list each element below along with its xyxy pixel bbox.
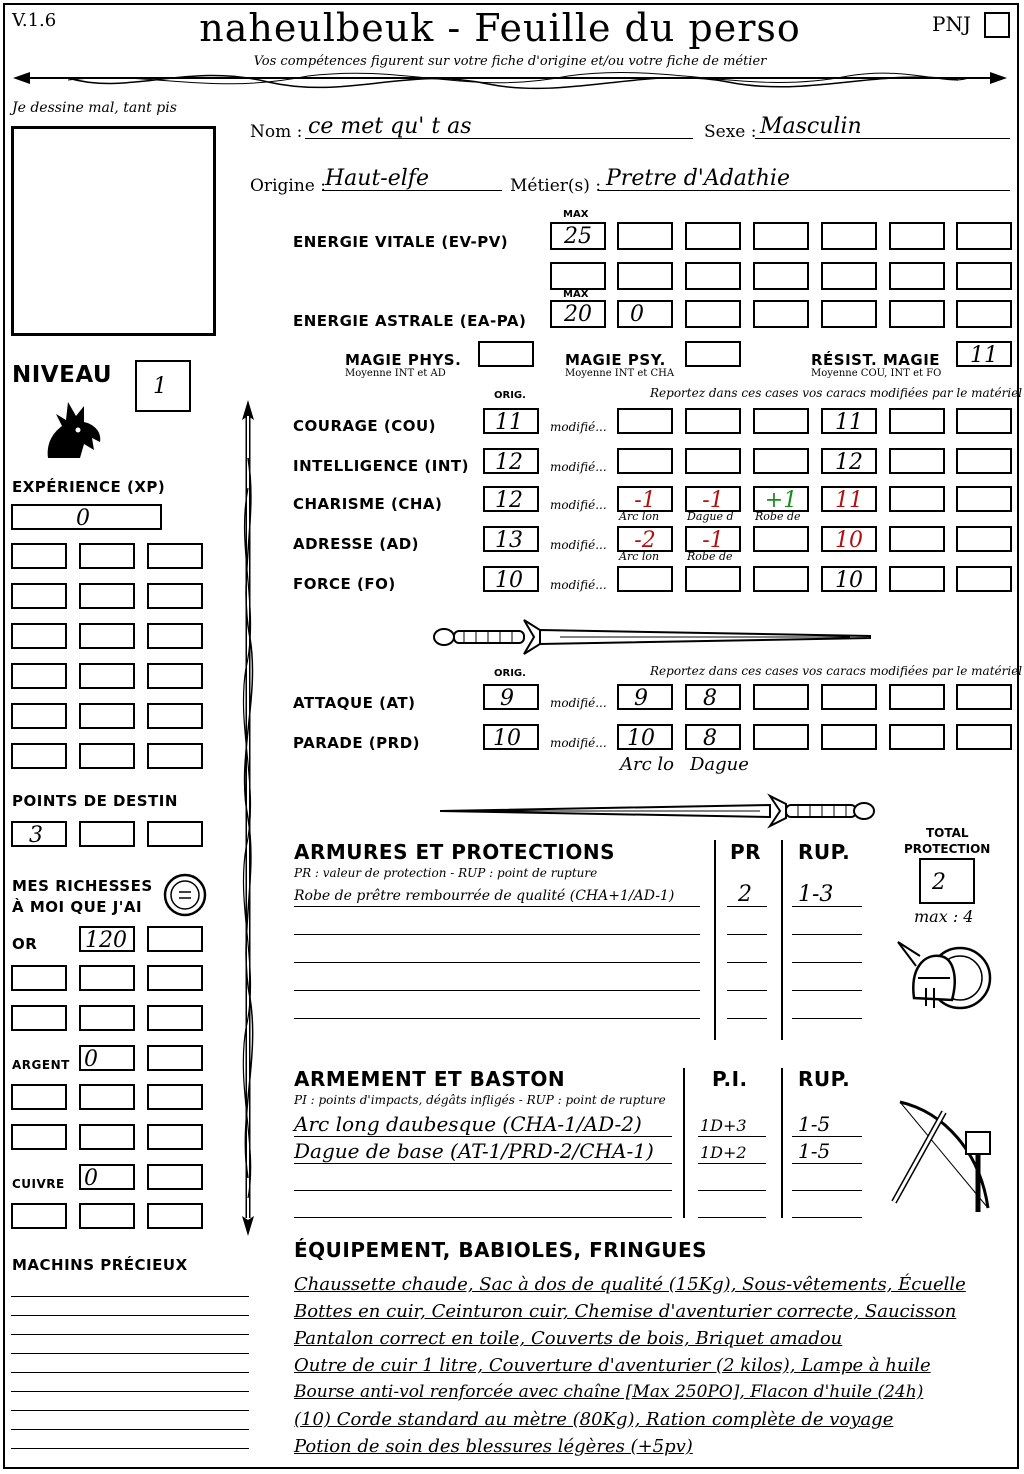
stat-cha-m1-note: Arc lon bbox=[619, 510, 660, 523]
stat-cha-m3-note: Robe de bbox=[755, 510, 801, 523]
metier-label: Métier(s) : bbox=[510, 176, 602, 196]
stat-fo-mod-box[interactable] bbox=[956, 566, 1012, 592]
weapon-line[interactable] bbox=[294, 1163, 672, 1164]
combat-note: Dague bbox=[690, 754, 749, 775]
nom-value[interactable]: ce met qu' t as bbox=[308, 114, 472, 139]
xp-box[interactable] bbox=[79, 743, 135, 769]
total-protection-max: max : 4 bbox=[914, 907, 974, 926]
stat-cha-orig-value: 12 bbox=[495, 488, 523, 513]
combat-prd-mod-box[interactable] bbox=[821, 724, 877, 750]
precious-line[interactable] bbox=[11, 1353, 249, 1354]
magie-phys-label: MAGIE PHYS. bbox=[345, 351, 462, 369]
armor-pr-line[interactable] bbox=[727, 990, 767, 991]
pnj-label: PNJ bbox=[932, 12, 971, 36]
weapon-item-rup: 1-5 bbox=[798, 1139, 831, 1163]
armor-line[interactable] bbox=[294, 962, 700, 963]
machins-precieux-label: MACHINS PRÉCIEUX bbox=[12, 1256, 188, 1274]
money-box[interactable] bbox=[147, 1203, 203, 1229]
armor-line[interactable] bbox=[294, 1018, 700, 1019]
weapons-divider bbox=[683, 1068, 685, 1218]
or-label: OR bbox=[12, 935, 38, 953]
weapon-item-name: Arc long daubesque (CHA-1/AD-2) bbox=[294, 1112, 642, 1136]
combat-prd-mod-box[interactable] bbox=[956, 724, 1012, 750]
equipment-line[interactable]: Pantalon correct en toile, Couverts de bois, Briquet amadou bbox=[294, 1328, 843, 1349]
ea-box[interactable] bbox=[821, 300, 877, 328]
stat-cou-mod-box[interactable] bbox=[617, 408, 673, 434]
xp-label: EXPÉRIENCE (XP) bbox=[12, 478, 166, 496]
pnj-checkbox[interactable] bbox=[984, 12, 1010, 38]
ea-box[interactable] bbox=[889, 300, 945, 328]
stat-cou-label: COURAGE (COU) bbox=[293, 417, 437, 435]
stat-cou-mod-box[interactable] bbox=[956, 408, 1012, 434]
stat-fo-mod-box[interactable] bbox=[685, 566, 741, 592]
ev-box[interactable] bbox=[617, 222, 673, 250]
money-box[interactable] bbox=[79, 1124, 135, 1150]
armor-rup-line[interactable] bbox=[792, 934, 862, 935]
weapon-item-rup: 1-5 bbox=[798, 1112, 831, 1136]
xp-box[interactable] bbox=[147, 623, 203, 649]
total-protection-label: TOTAL bbox=[926, 826, 969, 840]
ea-box[interactable] bbox=[685, 300, 741, 328]
origine-label: Origine : bbox=[250, 176, 326, 196]
sword-icon bbox=[430, 612, 880, 662]
stat-cou-mod-box[interactable] bbox=[889, 408, 945, 434]
stat-ad-final-value: 10 bbox=[835, 528, 863, 553]
stat-cou-final-value: 11 bbox=[835, 410, 863, 435]
combat-at-mod-box[interactable] bbox=[821, 684, 877, 710]
xp-box[interactable] bbox=[79, 663, 135, 689]
niveau-label: NIVEAU bbox=[12, 362, 113, 388]
stat-cou-orig-value: 11 bbox=[495, 410, 523, 435]
precious-line[interactable] bbox=[11, 1315, 249, 1316]
armor-divider bbox=[714, 840, 716, 1040]
equipment-line[interactable]: Chaussette chaude, Sac à dos de qualité (15Kg), Sous-vêtements, Écuelle bbox=[294, 1274, 966, 1295]
precious-line[interactable] bbox=[11, 1296, 249, 1297]
weapon-rup-line[interactable] bbox=[792, 1163, 862, 1164]
stat-int-mod-box[interactable] bbox=[889, 448, 945, 474]
stat-int-final-value: 12 bbox=[835, 450, 863, 475]
armor-rup-line[interactable] bbox=[792, 990, 862, 991]
magie-psy-note: Moyenne INT et CHA bbox=[565, 368, 675, 379]
xp-box[interactable] bbox=[11, 623, 67, 649]
stat-cha-orig-box[interactable] bbox=[483, 486, 539, 512]
stat-fo-mod-box[interactable] bbox=[821, 566, 877, 592]
stat-cou-mod-box[interactable] bbox=[753, 408, 809, 434]
stat-ad-mod-box[interactable] bbox=[821, 526, 877, 552]
dragon-icon bbox=[38, 392, 108, 464]
weapons-pi-label: P.I. bbox=[712, 1067, 748, 1091]
stat-fo-final-value: 10 bbox=[835, 568, 863, 593]
combat-at-mod-box[interactable] bbox=[956, 684, 1012, 710]
magie-phys-note: Moyenne INT et AD bbox=[345, 368, 446, 379]
armor-line[interactable] bbox=[294, 990, 700, 991]
sword-icon bbox=[430, 786, 880, 836]
destin-box[interactable] bbox=[147, 821, 203, 847]
combat-prd-mod-box[interactable] bbox=[685, 724, 741, 750]
xp-box[interactable] bbox=[11, 504, 162, 530]
stat-ad-m1-note: Arc lon bbox=[619, 550, 660, 563]
weapons-rup-label: RUP. bbox=[798, 1067, 851, 1091]
stat-ad-mod-box[interactable] bbox=[956, 526, 1012, 552]
xp-box[interactable] bbox=[147, 743, 203, 769]
weapon-pi-line[interactable] bbox=[698, 1217, 766, 1218]
armor-rup-line[interactable] bbox=[792, 962, 862, 963]
richesses-label-1: MES RICHESSES bbox=[12, 877, 153, 895]
equipment-line[interactable]: Outre de cuir 1 litre, Couverture d'aventurier (2 kilos), Lampe à huile bbox=[294, 1355, 931, 1376]
ev-max-box[interactable] bbox=[550, 222, 606, 250]
ea-max-value: 20 bbox=[564, 302, 592, 327]
xp-value: 0 bbox=[76, 506, 90, 531]
weapons-title: ARMEMENT ET BASTON bbox=[294, 1067, 566, 1091]
ev-label: ENERGIE VITALE (EV-PV) bbox=[293, 233, 509, 251]
armor-divider bbox=[781, 840, 783, 1040]
origine-value[interactable]: Haut-elfe bbox=[325, 166, 429, 191]
stat-fo-label: FORCE (FO) bbox=[293, 575, 396, 593]
spear-icon bbox=[228, 398, 268, 1238]
combat-report-note: Reportez dans ces cases vos caracs modifiées par le matériel bbox=[650, 664, 1023, 678]
cuivre-box[interactable] bbox=[79, 1164, 135, 1190]
equipment-line[interactable]: Bourse anti-vol renforcée avec chaîne [Max 250PO], Flacon d'huile (24h) bbox=[294, 1382, 924, 1402]
xp-box[interactable] bbox=[147, 663, 203, 689]
combat-prd-mod-box[interactable] bbox=[617, 724, 673, 750]
money-box[interactable] bbox=[147, 965, 203, 991]
stat-fo-mod-box[interactable] bbox=[889, 566, 945, 592]
ev-box[interactable] bbox=[821, 222, 877, 250]
stat-fo-mod-box[interactable] bbox=[753, 566, 809, 592]
combat-at-modifie-label: modifié... bbox=[550, 696, 607, 710]
or-box[interactable] bbox=[79, 926, 135, 952]
portrait-caption: Je dessine mal, tant pis bbox=[12, 100, 177, 116]
portrait-box[interactable] bbox=[11, 126, 216, 336]
combat-prd-m2-value: 8 bbox=[703, 726, 717, 751]
argent-box[interactable] bbox=[79, 1045, 135, 1071]
stat-ad-mod-box[interactable] bbox=[617, 526, 673, 552]
weapon-pi-line[interactable] bbox=[698, 1190, 766, 1191]
money-box[interactable] bbox=[147, 1164, 203, 1190]
stat-int-label: INTELLIGENCE (INT) bbox=[293, 457, 469, 475]
weapon-rup-line[interactable] bbox=[792, 1217, 862, 1218]
ev-box[interactable] bbox=[753, 262, 809, 290]
helmet-shield-icon bbox=[890, 928, 1000, 1028]
stat-cha-final-value: 11 bbox=[835, 488, 863, 513]
money-box[interactable] bbox=[11, 1005, 67, 1031]
combat-at-mod-box[interactable] bbox=[753, 684, 809, 710]
sexe-line bbox=[755, 138, 1010, 139]
armor-title: ARMURES ET PROTECTIONS bbox=[294, 840, 615, 864]
stat-ad-mod-box[interactable] bbox=[889, 526, 945, 552]
or-value: 120 bbox=[85, 928, 127, 953]
precious-line[interactable] bbox=[11, 1391, 249, 1392]
precious-line[interactable] bbox=[11, 1334, 249, 1335]
weapons-icon bbox=[884, 1092, 1004, 1218]
ea-current-box[interactable] bbox=[617, 300, 673, 328]
ev-box[interactable] bbox=[753, 222, 809, 250]
precious-line[interactable] bbox=[11, 1410, 249, 1411]
stat-cha-mod-box[interactable] bbox=[685, 486, 741, 512]
combat-at-mod-box[interactable] bbox=[889, 684, 945, 710]
armor-item-pr: 2 bbox=[738, 882, 752, 907]
weapons-divider bbox=[781, 1068, 783, 1218]
stat-int-mod-box[interactable] bbox=[685, 448, 741, 474]
stat-int-mod-box[interactable] bbox=[956, 448, 1012, 474]
combat-prd-label: PARADE (PRD) bbox=[293, 734, 421, 752]
ea-label: ENERGIE ASTRALE (EA-PA) bbox=[293, 312, 527, 330]
magie-psy-box[interactable] bbox=[685, 341, 741, 367]
combat-prd-modifie-label: modifié... bbox=[550, 736, 607, 750]
weapon-line[interactable] bbox=[294, 1136, 672, 1137]
money-box[interactable] bbox=[11, 1084, 67, 1110]
armor-pr-label: PR bbox=[730, 840, 762, 864]
destin-label: POINTS DE DESTIN bbox=[12, 792, 178, 810]
money-box[interactable] bbox=[79, 1203, 135, 1229]
or-box[interactable] bbox=[147, 926, 203, 952]
ev-box[interactable] bbox=[685, 222, 741, 250]
stat-fo-orig-value: 10 bbox=[495, 568, 523, 593]
ev-box[interactable] bbox=[617, 262, 673, 290]
stat-cha-m3-value: +1 bbox=[764, 488, 798, 513]
xp-box[interactable] bbox=[147, 583, 203, 609]
combat-at-mod-box[interactable] bbox=[685, 684, 741, 710]
ea-max-box[interactable] bbox=[550, 300, 606, 328]
stat-ad-orig-box[interactable] bbox=[483, 526, 539, 552]
resist-magie-value: 11 bbox=[970, 343, 998, 368]
stat-ad-mod-box[interactable] bbox=[685, 526, 741, 552]
stat-fo-orig-box[interactable] bbox=[483, 566, 539, 592]
weapon-item-name: Dague de base (AT-1/PRD-2/CHA-1) bbox=[294, 1139, 654, 1163]
money-box[interactable] bbox=[79, 1005, 135, 1031]
page-title: naheulbeuk - Feuille du perso bbox=[199, 6, 801, 50]
combat-at-mod-box[interactable] bbox=[617, 684, 673, 710]
money-box[interactable] bbox=[147, 1005, 203, 1031]
ea-current-value: 0 bbox=[630, 302, 644, 327]
cuivre-value: 0 bbox=[84, 1166, 98, 1191]
stat-cha-modifie-label: modifié... bbox=[550, 498, 607, 512]
stat-cha-mod-box[interactable] bbox=[956, 486, 1012, 512]
stat-fo-modifie-label: modifié... bbox=[550, 578, 607, 592]
weapon-rup-line[interactable] bbox=[792, 1136, 862, 1137]
xp-box[interactable] bbox=[79, 543, 135, 569]
stat-ad-m2-note: Robe de bbox=[687, 550, 733, 563]
niveau-value: 1 bbox=[153, 374, 167, 399]
nom-line bbox=[305, 138, 693, 139]
armor-note: PR : valeur de protection - RUP : point de rupture bbox=[294, 866, 598, 880]
ev-box[interactable] bbox=[821, 262, 877, 290]
stat-cha-label: CHARISME (CHA) bbox=[293, 495, 443, 513]
argent-label: ARGENT bbox=[12, 1058, 70, 1072]
stat-cha-mod-box[interactable] bbox=[889, 486, 945, 512]
stat-fo-mod-box[interactable] bbox=[617, 566, 673, 592]
page-subtitle: Vos compétences figurent sur votre fiche d'origine et/ou votre fiche de métier bbox=[253, 54, 767, 69]
stat-ad-m1-value: -2 bbox=[634, 528, 656, 553]
xp-box[interactable] bbox=[11, 743, 67, 769]
version-label: V.1.6 bbox=[12, 10, 57, 31]
stat-cou-modifie-label: modifié... bbox=[550, 420, 607, 434]
ev-box[interactable] bbox=[685, 262, 741, 290]
equipment-line[interactable]: Bottes en cuir, Ceinturon cuir, Chemise d'aventurier correcte, Saucisson bbox=[294, 1301, 957, 1322]
destin-value: 3 bbox=[29, 823, 43, 848]
stat-int-mod-box[interactable] bbox=[821, 448, 877, 474]
combat-prd-mod-box[interactable] bbox=[889, 724, 945, 750]
combat-at-m2-value: 8 bbox=[703, 686, 717, 711]
weapon-pi-line[interactable] bbox=[698, 1163, 766, 1164]
sexe-value[interactable]: Masculin bbox=[760, 114, 862, 139]
ev-box[interactable] bbox=[889, 262, 945, 290]
destin-box[interactable] bbox=[11, 821, 67, 847]
stat-ad-mod-box[interactable] bbox=[753, 526, 809, 552]
xp-box[interactable] bbox=[11, 543, 67, 569]
weapon-rup-line[interactable] bbox=[792, 1190, 862, 1191]
armor-item-rup: 1-3 bbox=[798, 882, 834, 907]
stat-cou-mod-box[interactable] bbox=[685, 408, 741, 434]
armor-line[interactable] bbox=[294, 934, 700, 935]
xp-box[interactable] bbox=[11, 583, 67, 609]
weapons-note: PI : points d'impacts, dégâts infligés - RUP : point de rupture bbox=[294, 1093, 666, 1107]
xp-box[interactable] bbox=[147, 703, 203, 729]
combat-prd-mod-box[interactable] bbox=[753, 724, 809, 750]
combat-at-orig-value: 9 bbox=[500, 686, 514, 711]
stat-ad-orig-value: 13 bbox=[495, 528, 523, 553]
combat-at-m1-value: 9 bbox=[634, 686, 648, 711]
stat-cou-mod-box[interactable] bbox=[821, 408, 877, 434]
stat-ad-label: ADRESSE (AD) bbox=[293, 535, 420, 553]
magie-phys-box[interactable] bbox=[478, 341, 534, 367]
combat-prd-orig-value: 10 bbox=[493, 726, 521, 751]
money-box[interactable] bbox=[147, 1045, 203, 1071]
ev-max-value: 25 bbox=[564, 224, 592, 249]
combat-orig-label: ORIG. bbox=[494, 668, 526, 679]
armor-pr-line[interactable] bbox=[727, 1018, 767, 1019]
ev-box[interactable] bbox=[956, 222, 1012, 250]
argent-value: 0 bbox=[84, 1047, 98, 1072]
precious-line[interactable] bbox=[11, 1372, 249, 1373]
stat-cha-mod-box[interactable] bbox=[753, 486, 809, 512]
stat-int-orig-value: 12 bbox=[495, 450, 523, 475]
origine-line bbox=[322, 190, 502, 191]
weapon-line[interactable] bbox=[294, 1217, 672, 1218]
stat-cou-orig-box[interactable] bbox=[483, 408, 539, 434]
stats-orig-label: ORIG. bbox=[494, 390, 526, 401]
coin-icon bbox=[162, 872, 208, 918]
metier-value[interactable]: Pretre d'Adathie bbox=[606, 166, 790, 191]
weapon-item-pi: 1D+3 bbox=[700, 1116, 747, 1135]
metier-line bbox=[598, 190, 1010, 191]
money-box[interactable] bbox=[11, 1124, 67, 1150]
combat-prd-orig-box[interactable] bbox=[483, 724, 539, 750]
total-protection-value: 2 bbox=[932, 870, 946, 895]
money-box[interactable] bbox=[147, 1084, 203, 1110]
ev-box[interactable] bbox=[550, 262, 606, 290]
richesses-label-2: À MOI QUE J'AI bbox=[12, 898, 143, 916]
stat-cha-m1-value: -1 bbox=[634, 488, 656, 513]
armor-line[interactable] bbox=[294, 906, 700, 907]
weapon-pi-line[interactable] bbox=[698, 1136, 766, 1137]
resist-magie-label: RÉSIST. MAGIE bbox=[811, 351, 941, 369]
equipment-line[interactable]: (10) Corde standard au mètre (80Kg), Ration complète de voyage bbox=[294, 1409, 894, 1430]
equipment-title: ÉQUIPEMENT, BABIOLES, FRINGUES bbox=[294, 1238, 708, 1262]
stat-int-mod-box[interactable] bbox=[753, 448, 809, 474]
money-box[interactable] bbox=[79, 965, 135, 991]
sexe-label: Sexe : bbox=[704, 122, 757, 142]
ev-max-label: MAX bbox=[563, 209, 589, 220]
stat-int-modifie-label: modifié... bbox=[550, 460, 607, 474]
stat-ad-modifie-label: modifié... bbox=[550, 538, 607, 552]
combat-note: Arc lo bbox=[620, 754, 674, 775]
precious-line[interactable] bbox=[11, 1429, 249, 1430]
nom-label: Nom : bbox=[250, 122, 303, 142]
money-box[interactable] bbox=[11, 965, 67, 991]
stat-ad-m2-value: -1 bbox=[702, 528, 724, 553]
ea-box[interactable] bbox=[753, 300, 809, 328]
money-box[interactable] bbox=[79, 1084, 135, 1110]
precious-line[interactable] bbox=[11, 1467, 249, 1468]
stat-int-mod-box[interactable] bbox=[617, 448, 673, 474]
combat-at-label: ATTAQUE (AT) bbox=[293, 694, 416, 712]
armor-rup-label: RUP. bbox=[798, 840, 851, 864]
combat-at-orig-box[interactable] bbox=[483, 684, 539, 710]
total-protection-label: PROTECTION bbox=[904, 842, 991, 856]
total-protection-box[interactable] bbox=[919, 858, 975, 904]
ea-box[interactable] bbox=[956, 300, 1012, 328]
niveau-box[interactable] bbox=[135, 360, 191, 412]
stats-report-note: Reportez dans ces cases vos caracs modifiées par le matériel bbox=[650, 386, 1023, 400]
weapon-line[interactable] bbox=[294, 1190, 672, 1191]
xp-box[interactable] bbox=[11, 703, 67, 729]
magie-psy-label: MAGIE PSY. bbox=[565, 351, 666, 369]
xp-box[interactable] bbox=[147, 543, 203, 569]
stat-cha-mod-box[interactable] bbox=[821, 486, 877, 512]
ev-box[interactable] bbox=[956, 262, 1012, 290]
xp-box[interactable] bbox=[79, 703, 135, 729]
ev-box[interactable] bbox=[889, 222, 945, 250]
armor-pr-line[interactable] bbox=[727, 962, 767, 963]
armor-item-name: Robe de prêtre rembourrée de qualité (CHA+1/AD-1) bbox=[294, 888, 675, 904]
armor-rup-line[interactable] bbox=[792, 1018, 862, 1019]
cuivre-label: CUIVRE bbox=[12, 1177, 65, 1191]
resist-magie-note: Moyenne COU, INT et FO bbox=[811, 368, 942, 379]
xp-box[interactable] bbox=[79, 583, 135, 609]
destin-box[interactable] bbox=[79, 821, 135, 847]
stat-cha-mod-box[interactable] bbox=[617, 486, 673, 512]
stat-cha-m2-value: -1 bbox=[702, 488, 724, 513]
xp-box[interactable] bbox=[79, 623, 135, 649]
combat-prd-m1-value: 10 bbox=[627, 726, 655, 751]
xp-box[interactable] bbox=[11, 663, 67, 689]
resist-magie-box[interactable] bbox=[956, 341, 1012, 367]
precious-line[interactable] bbox=[11, 1448, 249, 1449]
money-box[interactable] bbox=[11, 1203, 67, 1229]
armor-pr-line[interactable] bbox=[727, 934, 767, 935]
money-box[interactable] bbox=[147, 1124, 203, 1150]
ea-max-label: MAX bbox=[563, 289, 589, 300]
equipment-line[interactable]: Potion de soin des blessures légères (+5pv) bbox=[294, 1436, 693, 1457]
weapon-item-pi: 1D+2 bbox=[700, 1143, 747, 1162]
stat-int-orig-box[interactable] bbox=[483, 448, 539, 474]
stat-cha-m2-note: Dague d bbox=[687, 510, 734, 523]
